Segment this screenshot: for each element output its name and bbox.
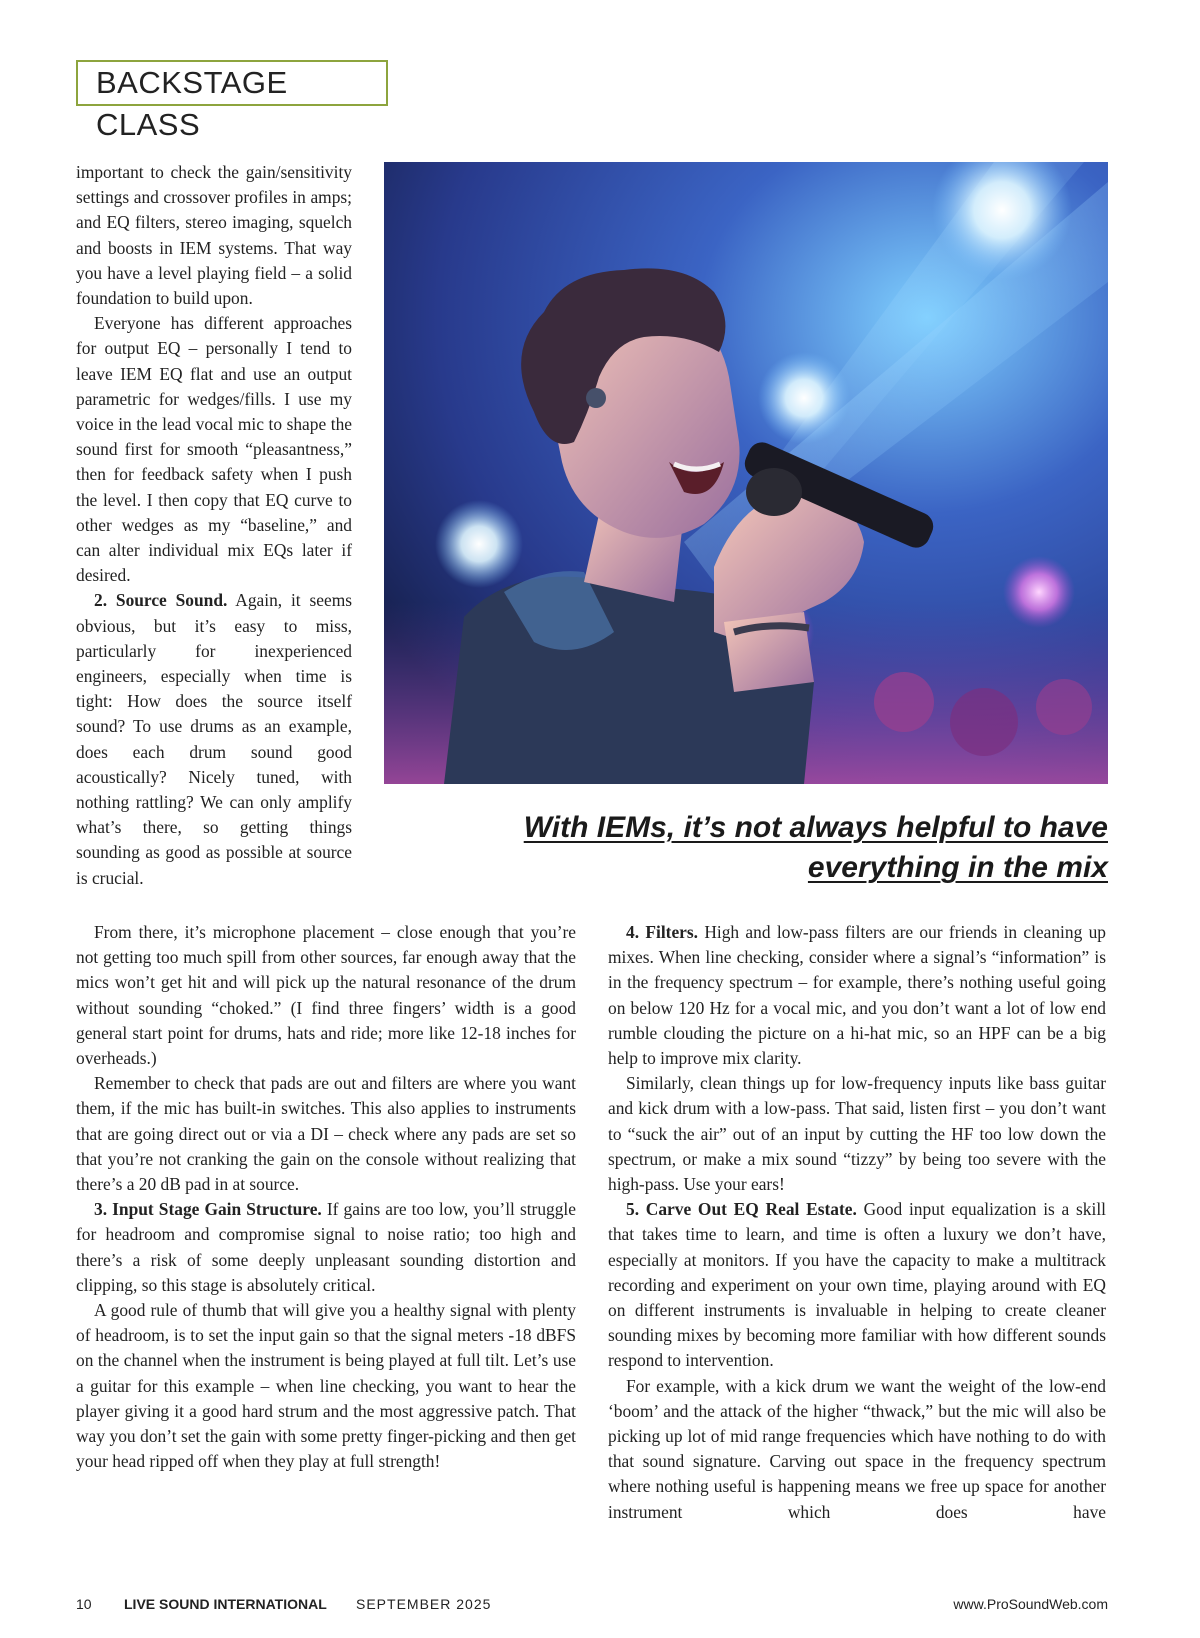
subheading: 4. Filters. (626, 922, 698, 942)
paragraph-text: High and low-pass filters are our friends in cleaning up mixes. When line checking, consider where a signal’s “information” is in the frequency spectrum – for example, there’s nothing useful going on below 120 Hz for a vocal mic, and you don’t want a lot of low end rumble clouding the picture on a hi-hat mic, so an HPF can be a big help to improve mix clarity. (608, 922, 1106, 1069)
subheading: 5. Carve Out EQ Real Estate. (626, 1199, 857, 1220)
website-url: www.ProSoundWeb.com (953, 1596, 1108, 1612)
subheading: 3. Input Stage Gain Structure. (94, 1199, 322, 1220)
section-tag: BACKSTAGE CLASS (76, 60, 388, 106)
page-footer (76, 1596, 1108, 1620)
paragraph: Similarly, clean things up for low-frequency inputs like bass guitar and kick drum with a low-pass. That said, listen first – you don’t want to “suck the air” out of an input by cutting the HF too low down the spectrum, or make a mix sound “tizzy” by being too severe with the high-pass. Use your ears! (608, 1073, 1106, 1195)
paragraph-text: Again, it seems obvious, but it’s easy to miss, particularly for inexperienced engineers, especially when time is tight: How does the source itself sound? To use drums as an example, does each drum sound good acoustically? Nicely tuned, with nothing rattling? We can only amplify what’s there, so getting things sounding as good as possible at source is crucial. (76, 590, 352, 888)
left-column-top (76, 160, 352, 891)
photo-caption: With IEMs, it’s not always helpful to have everything in the mix (523, 811, 1108, 884)
singer-photo (384, 162, 1108, 784)
issue-date: SEPTEMBER 2025 (356, 1596, 492, 1612)
paragraph: From there, it’s microphone placement – close enough that you’re not getting too much spill from other sources, far enough away that the mics won’t get hit and will pick up the natural resonance of the drum without sounding “choked.” (I find three fingers’ width is a good general start point for drums, hats and ride; more like 12-18 inches for overheads.) (76, 922, 576, 1069)
right-column (608, 920, 1106, 1525)
paragraph: A good rule of thumb that will give you a healthy signal with plenty of headroom, is to set the input gain so that the signal meters -18 dBFS on the channel when the instrument is being played at full tilt. Let’s use a guitar for this example – when line checking, you want to hear the player giving it a good hard strum and the most aggressive patch. That way you don’t set the gain with some pretty finger-picking and then get your head ripped off when they play at full strength! (76, 1300, 576, 1472)
paragraph: For example, with a kick drum we want the weight of the low-end ‘boom’ and the attack of the higher “thwack,” but the mic will also be picking up lot of mid range frequencies which have nothing to do with that sound signature. Carving out space in the frequency spectrum where nothing useful is happening means we free up space for another instrument which does have (608, 1375, 1106, 1522)
left-column-bottom (76, 920, 576, 1474)
paragraph-text: Good input equalization is a skill that takes time to learn, and time is often a luxury we don’t have, especially at monitors. If you have the capacity to make a multitrack recording and experiment on your own time, playing around with EQ on different instruments is invaluable in helping to create cleaner sounding mixes by becoming more familiar with how different sounds respond to intervention. (608, 1199, 1106, 1371)
singer-illustration (384, 162, 1108, 784)
magazine-name: LIVE SOUND INTERNATIONAL (124, 1596, 327, 1612)
paragraph-text: If gains are too low, you’ll struggle for headroom and compromise signal to noise ratio; too high and there’s a risk of some deeply unpleasant sounding distortion and clipping, so this stage is absolutely critical. (76, 1199, 576, 1295)
paragraph (608, 920, 1106, 1071)
paragraph: Everyone has different approaches for output EQ – personally I tend to leave IEM EQ flat and use an output parametric for wedges/fills. I use my voice in the lead vocal mic to shape the sound first for smooth “pleasantness,” then for feedback safety when I push the level. I then copy that EQ curve to other wedges as my “baseline,” and can alter individual mix EQs later if desired. (76, 313, 352, 586)
page-number: 10 (76, 1596, 92, 1612)
paragraph: important to check the gain/sensitivity settings and crossover profiles in amps; and EQ filters, stereo imaging, squelch and boosts in IEM systems. That way you have a level playing field – a solid foundation to build upon. (76, 162, 352, 309)
paragraph: Remember to check that pads are out and filters are where you want them, if the mic has built-in switches. This also applies to instruments that are going direct out or via a DI – check where any pads are set so that you’re not cranking the gain on the console without realizing that there’s a 20 dB pad in at source. (76, 1073, 576, 1195)
paragraph (76, 1197, 576, 1298)
paragraph (608, 1197, 1106, 1373)
paragraph (76, 588, 352, 890)
subheading: 2. Source Sound. (94, 590, 228, 611)
